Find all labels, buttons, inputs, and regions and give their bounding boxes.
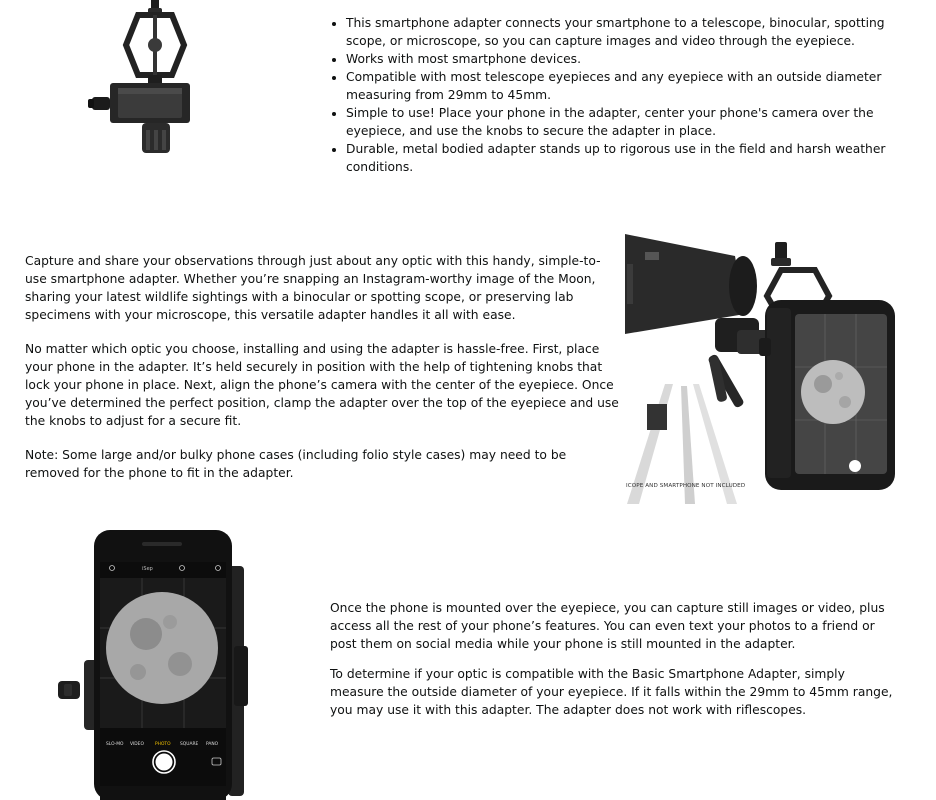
phone-in-adapter-image [58, 526, 258, 800]
camera-mode: VIDEO [130, 742, 144, 747]
telescope-image-caption: ICOPE AND SMARTPHONE NOT INCLUDED [626, 483, 746, 489]
feature-bullet: • Durable, metal bodied adapter stands up to rigorous use in the field and harsh weather conditions. [346, 140, 920, 176]
camera-mode: SQUARE [180, 742, 199, 747]
feature-bullet: • Simple to use! Place your phone in the adapter, center your phone's camera over the eyepiece, and use the knobs to secure the adapter in place. [346, 104, 920, 140]
intro-paragraph: Capture and share your observations through just about any optic with this handy, simple-to-use smartphone adapter. Whether you’re snapping an Instagram-worthy image of the Moon, sharing your latest wildlife sightings with a binocular or spotting scope, or preserving lab specimens with your microscope, this versatile adapter handles it all with ease. [25, 254, 601, 322]
feature-bullet-list [330, 14, 920, 176]
camera-mode: SLO-MO [106, 742, 124, 747]
camera-top-label: iSep [142, 566, 153, 572]
closing-text [330, 599, 900, 731]
feature-bullet: • This smartphone adapter connects your smartphone to a telescope, binocular, spotting scope, or microscope, so you can capture images and video through the eyepiece. [346, 14, 920, 50]
intro-paragraph: No matter which optic you choose, installing and using the adapter is hassle-free. First, place your phone in the adapter. It’s held securely in position with the help of tightening knobs that lock your phone in place. Next, align the phone’s camera with the center of the eyepiece. Once you’ve determined the perfect position, clamp the adapter over the top of the eyepiece and use the knobs to adjust for a secure fit. [25, 342, 619, 428]
intro-text [25, 252, 619, 498]
adapter-product-image [88, 0, 194, 158]
camera-mode: PHOTO [155, 742, 171, 747]
feature-bullet: • Compatible with most telescope eyepieces and any eyepiece with an outside diameter measuring from 29mm to 45mm. [346, 68, 920, 104]
feature-bullet: • Works with most smartphone devices. [346, 50, 920, 68]
closing-paragraph: Once the phone is mounted over the eyepiece, you can capture still images or video, plus access all the rest of your phone’s features. You can even text your photos to a friend or post them on social media while your phone is still mounted in the adapter. [330, 601, 885, 651]
note-paragraph: Note: Some large and/or bulky phone cases (including folio style cases) may need to be removed for the phone to fit in the adapter. [25, 448, 567, 480]
telescope-with-phone-image [625, 234, 895, 504]
closing-paragraph: To determine if your optic is compatible with the Basic Smartphone Adapter, simply measure the outside diameter of your eyepiece. If it falls within the 29mm to 45mm range, you may use it with this adapter. The adapter does not work with riflescopes. [330, 667, 893, 717]
camera-mode: PANO [206, 742, 219, 747]
